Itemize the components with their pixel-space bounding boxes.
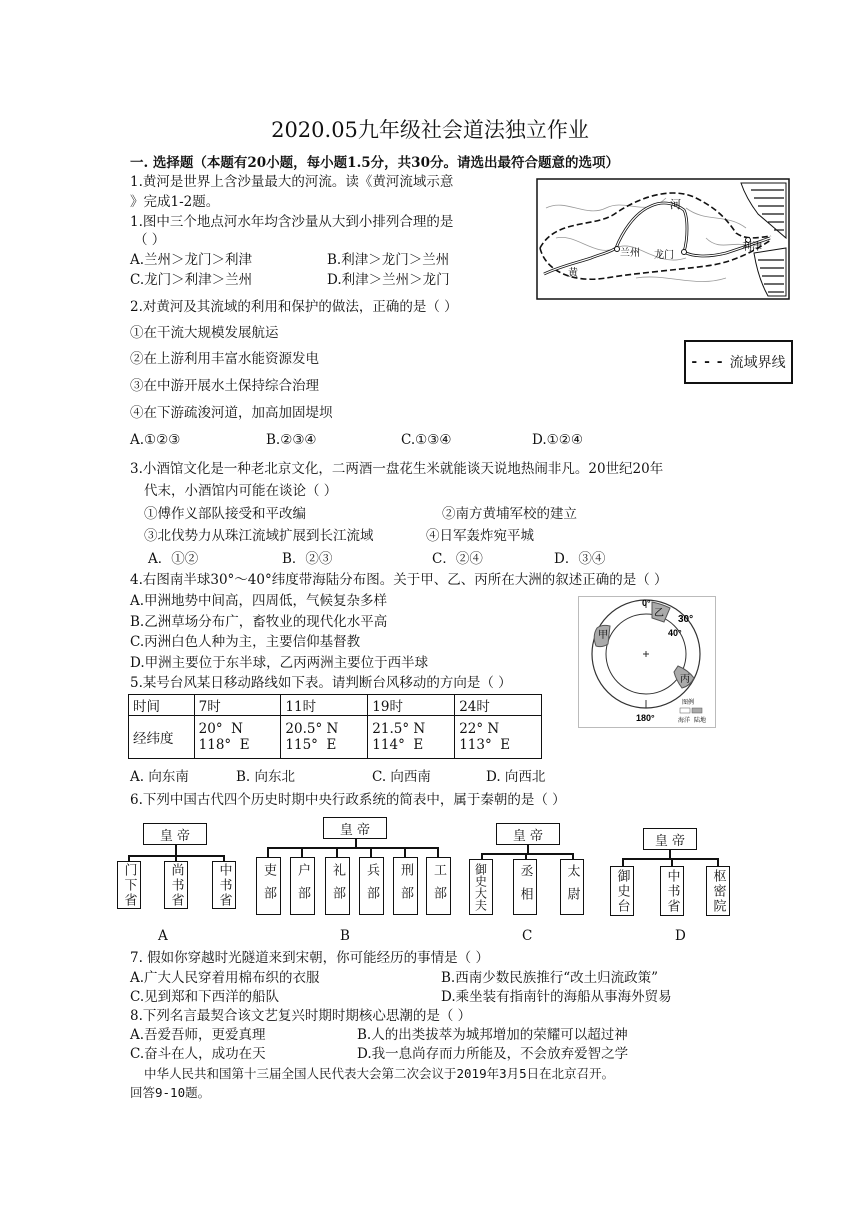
map-label-lanzhou: 兰州 (620, 248, 640, 259)
org-box: 门下省 (117, 861, 141, 909)
coord-lon: 118° E (198, 737, 250, 753)
map-label-longmen: 龙门 (654, 250, 674, 261)
map-label-huang: 黄 (568, 268, 578, 279)
coord-lat: 20° N (198, 721, 243, 737)
q3-statement-4: ④日军轰炸宛平城 (426, 528, 534, 544)
q3-option-d: D．③④ (554, 551, 606, 567)
q3-stem-line1: 3.小酒馆文化是一种老北京文化，二两酒一盘花生米就能谈天说地热闹非凡。20世纪20年 (130, 461, 664, 477)
q5-option-a: A. 向东南 (130, 769, 189, 785)
q7-option-a: A.广大人民穿着用棉布织的衣服 (130, 970, 320, 986)
org-box: 刑部 (393, 857, 418, 915)
q2-statement-1: ①在干流大规模发展航运 (130, 325, 279, 341)
q8-option-a: A.吾爱吾师，更爱真理 (130, 1027, 266, 1043)
q3-option-c: C．②④ (432, 551, 483, 567)
q4-stem: 4.右图南半球30°～40°纬度带海陆分布图。关于甲、乙、丙所在大洲的叙述正确的是（ ） (130, 572, 668, 588)
q7-option-c: C.见到郑和下西洋的船队 (130, 989, 280, 1005)
q2-statement-2: ②在上游利用丰富水能资源发电 (130, 351, 319, 367)
table-cell-coord (281, 716, 368, 759)
page-title: 2020.05九年级社会道法独立作业 (271, 118, 589, 142)
emperor-box: 皇 帝 (496, 823, 560, 845)
q1-option-a: A.兰州＞龙门＞利津 (130, 252, 253, 268)
diagram-label-a: A (158, 928, 168, 944)
map-legend (684, 340, 793, 384)
q3-option-b: B．②③ (282, 551, 333, 567)
table-cell-time: 24时 (455, 695, 542, 716)
q2-option-a: A.①②③ (130, 432, 181, 448)
org-box: 工部 (426, 857, 451, 915)
table-row (129, 716, 542, 759)
q3-option-a: A．①② (148, 551, 199, 567)
table-cell-coord (455, 716, 542, 759)
q4-option-d: D.甲洲主要位于东半球，乙丙两洲主要位于西半球 (130, 655, 429, 671)
table-cell-coord (368, 716, 455, 759)
table-row (129, 695, 542, 716)
q1-intro-line1: 1.黄河是世界上含沙量最大的河流。读《黄河流域示意 (130, 174, 454, 190)
q7-option-d: D.乘坐装有指南针的海船从事海外贸易 (441, 989, 672, 1005)
q2-option-d: D.①②④ (532, 432, 583, 448)
dashed-line-icon: - - - (691, 354, 724, 370)
q1-option-d: D.利津＞兰州＞龙门 (327, 272, 450, 288)
q3-stem-line2: 代末，小酒馆内可能在谈论（ ） (144, 483, 338, 499)
globe-label-40: 40° (668, 628, 682, 638)
q8-option-c: C.奋斗在人，成功在天 (130, 1046, 266, 1062)
map-label-he: 河 (670, 199, 681, 211)
q5-option-b: B. 向东北 (236, 769, 296, 785)
org-box: 中书省 (212, 861, 236, 909)
q4-option-c: C.丙洲白色人种为主，主要信仰基督教 (130, 634, 361, 650)
q7-option-b: B.西南少数民族推行“改土归流政策” (441, 970, 659, 986)
q1-option-c: C.龙门＞利津＞兰州 (130, 272, 253, 288)
q5-option-d: D. 向西北 (486, 769, 546, 785)
q8-stem: 8.下列名言最契合该文艺复兴时期时期核心思潮的是（ ） (130, 1008, 472, 1024)
map-legend-label: 流域界线 (729, 355, 786, 371)
q5-stem: 5.某号台风某日移动路线如下表。请判断台风移动的方向是（ ） (130, 675, 512, 691)
q3-statement-1: ①傅作义部队接受和平改编 (144, 506, 306, 522)
table-cell-time: 11时 (281, 695, 368, 716)
yellow-river-map (536, 178, 790, 300)
q5-option-c: C. 向西南 (372, 769, 431, 785)
globe-label-yi: 乙 (654, 608, 664, 619)
org-box: 户部 (290, 857, 315, 915)
coord-lon: 113° E (459, 737, 511, 753)
q4-option-a: A.甲洲地势中间高，四周低，气候复杂多样 (130, 593, 388, 609)
coord-lat: 20.5° N (285, 721, 339, 737)
q9-intro-line1: 中华人民共和国第十三届全国人民代表大会第二次会议于2019年3月5日在北京召开。 (144, 1066, 615, 1081)
q2-statement-3: ③在中游开展水土保持综合治理 (130, 378, 319, 394)
southern-hemisphere-diagram (578, 596, 716, 728)
emperor-box: 皇 帝 (143, 823, 207, 845)
globe-label-180: 180° (636, 713, 655, 723)
org-box: 兵部 (359, 857, 384, 915)
q9-intro-line2: 回答9-10题。 (130, 1085, 211, 1100)
q4-option-b: B.乙洲草场分布广，畜牧业的现代化水平高 (130, 614, 388, 630)
q2-statement-4: ④在下游疏浚河道，加高加固堤坝 (130, 405, 333, 421)
section-heading: 一. 选择题（本题有20小题，每小题1.5分，共30分。请选出最符合题意的选项） (130, 155, 619, 171)
org-box: 御史台 (610, 866, 634, 916)
q1-stem: 1.图中三个地点河水年均含沙量从大到小排列合理的是 (130, 214, 454, 230)
q2-option-b: B.②③④ (266, 432, 317, 448)
q2-option-c: C.①③④ (401, 432, 452, 448)
q3-statement-3: ③北伐势力从珠江流域扩展到长江流域 (144, 528, 374, 544)
coord-lat: 22° N (459, 721, 500, 737)
coord-lon: 114° E (372, 737, 424, 753)
q7-stem: 7. 假如你穿越时光隧道来到宋朝，你可能经历的事情是（ ） (130, 950, 489, 966)
q3-statement-2: ②南方黄埔军校的建立 (442, 506, 577, 522)
org-box: 丞相 (513, 859, 537, 915)
q1-option-b: B.利津＞龙门＞兰州 (327, 252, 450, 268)
diagram-label-d: D (675, 928, 686, 944)
table-header-time: 时间 (129, 695, 195, 716)
globe-legend-land: 陆地 (694, 718, 707, 724)
map-label-lijin: 利津 (742, 242, 762, 253)
org-box: 吏部 (256, 857, 281, 915)
q6-stem: 6.下列中国古代四个历史时期中央行政系统的简表中，属于秦朝的是（ ） (130, 792, 566, 808)
emperor-box: 皇 帝 (643, 828, 697, 850)
table-header-coord: 经纬度 (129, 716, 195, 759)
org-box: 尚书省 (164, 861, 188, 909)
typhoon-table (128, 694, 542, 759)
globe-legend-ocean: 海洋 (678, 718, 691, 724)
globe-label-bing: 丙 (680, 674, 690, 685)
table-cell-time: 19时 (368, 695, 455, 716)
q1-intro-line2: 》完成1-2题。 (130, 194, 220, 210)
coord-lon: 115° E (285, 737, 337, 753)
globe-label-30: 30° (678, 614, 694, 625)
table-cell-time: 7时 (194, 695, 281, 716)
table-cell-coord (194, 716, 281, 759)
q8-option-d: D.我一息尚存而力所能及，不会放弃爱智之学 (357, 1046, 629, 1062)
org-box: 礼部 (325, 857, 350, 915)
diagram-label-b: B (340, 928, 350, 944)
q1-stem-paren: （ ） (134, 232, 166, 248)
org-box: 太尉 (560, 859, 584, 915)
q2-stem: 2.对黄河及其流域的利用和保护的做法，正确的是（ ） (130, 299, 458, 315)
globe-label-0: 0° (642, 598, 651, 608)
globe-label-jia: 甲 (598, 630, 608, 641)
emperor-box: 皇 帝 (323, 817, 387, 839)
q8-option-b: B.人的出类拔萃为城邦增加的荣耀可以超过神 (357, 1027, 628, 1043)
coord-lat: 21.5° N (372, 721, 426, 737)
org-box: 枢密院 (706, 866, 730, 916)
globe-legend-title: 图例 (682, 700, 695, 706)
org-box: 御史大夫 (469, 859, 493, 915)
org-box: 中书省 (660, 866, 684, 916)
diagram-label-c: C (522, 928, 533, 944)
